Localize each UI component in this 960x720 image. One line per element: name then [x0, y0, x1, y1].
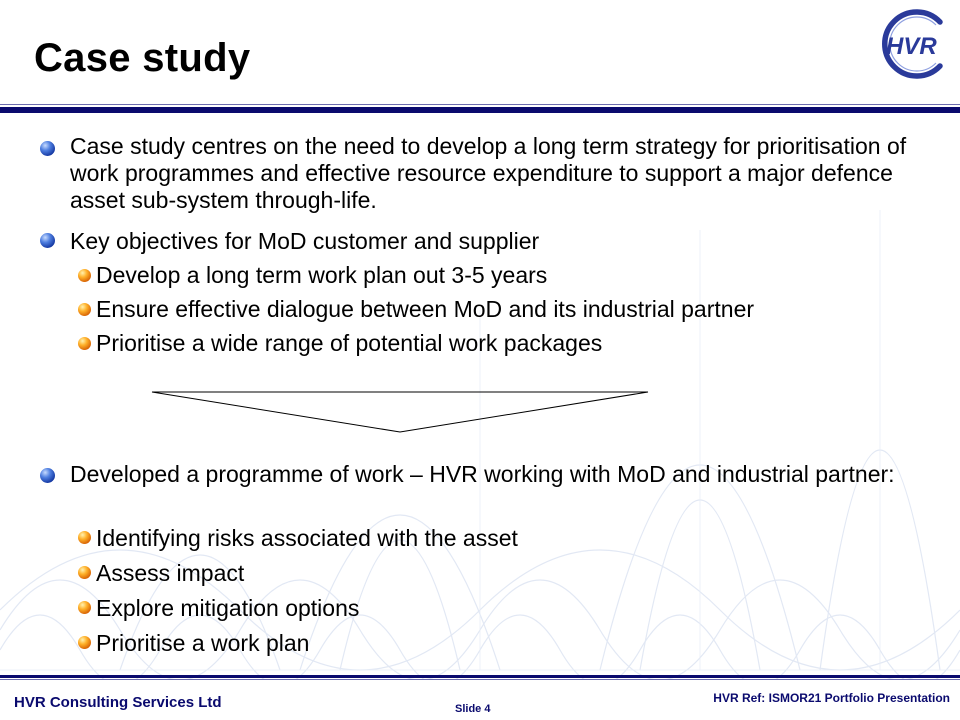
- orange-sphere-bullet-icon: [78, 269, 91, 282]
- footer-company: HVR Consulting Services Ltd: [14, 694, 222, 711]
- blue-sphere-bullet-icon: [40, 233, 55, 248]
- objective-item: Prioritise a wide range of potential work packages: [96, 330, 603, 356]
- orange-sphere-bullet-icon: [78, 303, 91, 316]
- programme-item: Prioritise a work plan: [96, 630, 310, 656]
- blue-sphere-bullet-icon: [40, 141, 55, 156]
- orange-sphere-bullet-icon: [78, 337, 91, 350]
- funnel-arrow-shape: [150, 388, 650, 434]
- bullet-programme: Developed a programme of work – HVR working with MoD and industrial partner:: [70, 461, 895, 487]
- programme-item: Identifying risks associated with the asset: [96, 525, 518, 551]
- programme-item: Explore mitigation options: [96, 595, 360, 621]
- orange-sphere-bullet-icon: [78, 566, 91, 579]
- hvr-logo: [874, 4, 952, 84]
- header-rule-thin: [0, 104, 960, 105]
- footer-slide-number: Slide 4: [455, 703, 491, 715]
- bullet-objectives: Key objectives for MoD customer and supplier: [70, 228, 540, 254]
- footer-reference: HVR Ref: ISMOR21 Portfolio Presentation: [713, 691, 950, 705]
- programme-item: Assess impact: [96, 560, 245, 586]
- footer-rule-thin: [0, 679, 960, 680]
- bullet-strategy: Case study centres on the need to develop a long term strategy for prioritisation of work programmes and effective resource expenditure to support a major defence asset sub-system through-life.: [70, 133, 907, 213]
- header-rule: [0, 107, 960, 113]
- orange-sphere-bullet-icon: [78, 531, 91, 544]
- objective-item: Develop a long term work plan out 3-5 years: [96, 262, 548, 288]
- footer-rule: [0, 675, 960, 678]
- objective-item: Ensure effective dialogue between MoD and its industrial partner: [96, 296, 755, 322]
- page-title: Case study: [34, 36, 251, 80]
- logo-text: HVR: [886, 33, 937, 60]
- orange-sphere-bullet-icon: [78, 601, 91, 614]
- orange-sphere-bullet-icon: [78, 636, 91, 649]
- blue-sphere-bullet-icon: [40, 468, 55, 483]
